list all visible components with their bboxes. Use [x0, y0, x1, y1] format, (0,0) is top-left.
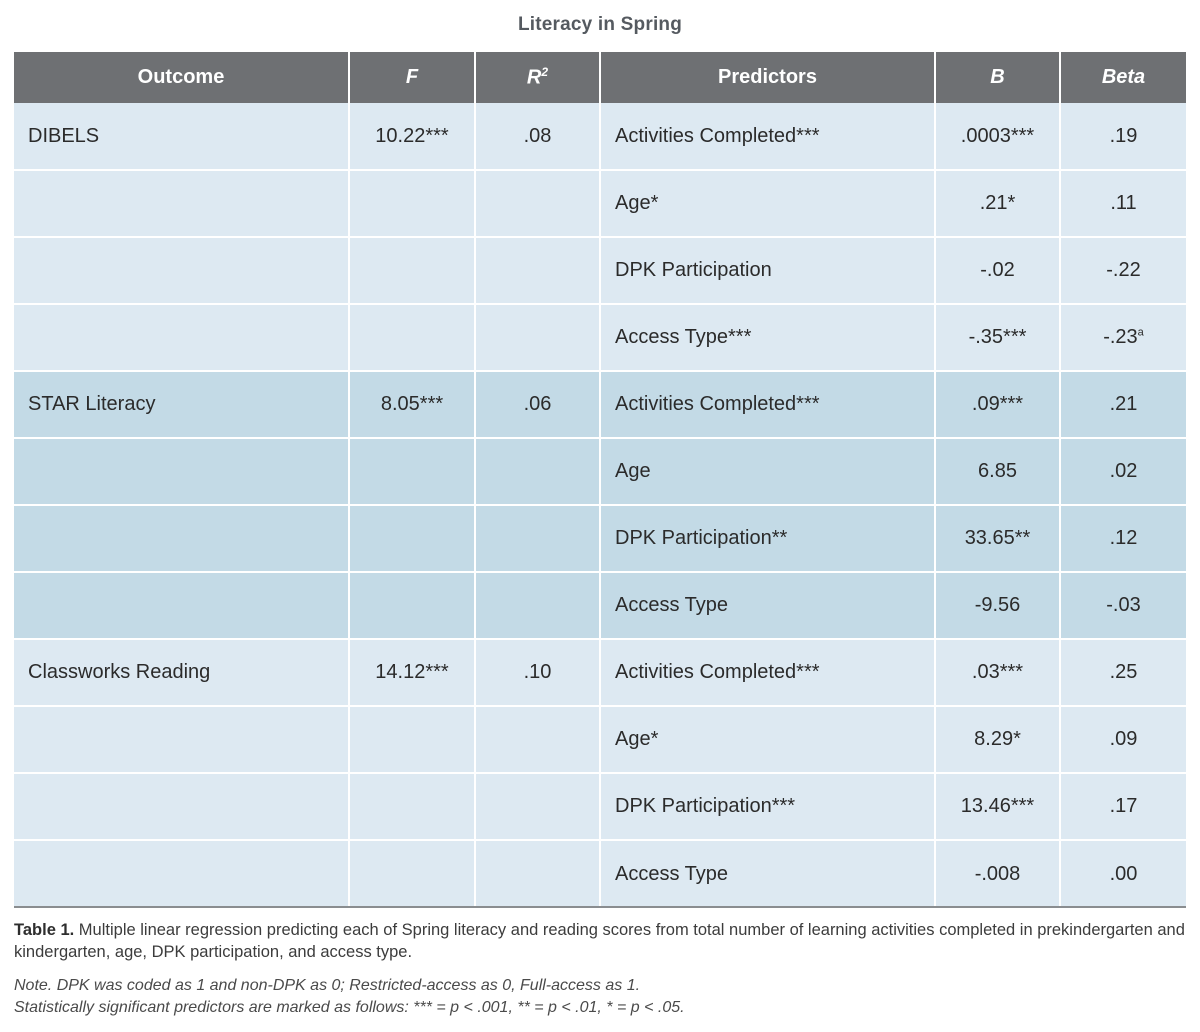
- b-cell: .03***: [935, 639, 1060, 706]
- table-row: [14, 103, 1186, 170]
- header-f: F: [349, 52, 475, 103]
- f-cell: 8.05***: [349, 371, 475, 438]
- r2-cell: [475, 438, 600, 505]
- beta-cell: .00: [1060, 840, 1186, 907]
- predictor-cell: Age*: [600, 706, 935, 773]
- beta-cell: .09: [1060, 706, 1186, 773]
- beta-cell: .19: [1060, 103, 1186, 170]
- b-cell: 8.29*: [935, 706, 1060, 773]
- predictor-cell: DPK Participation***: [600, 773, 935, 840]
- predictor-cell: Age: [600, 438, 935, 505]
- table-row: [14, 639, 1186, 706]
- b-cell: -9.56: [935, 572, 1060, 639]
- table-row: [14, 840, 1186, 907]
- outcome-cell: [14, 706, 349, 773]
- predictor-cell: Activities Completed***: [600, 103, 935, 170]
- b-cell: .0003***: [935, 103, 1060, 170]
- header-outcome: Outcome: [14, 52, 349, 103]
- f-cell: [349, 773, 475, 840]
- header-predictors: Predictors: [600, 52, 935, 103]
- f-cell: [349, 572, 475, 639]
- outcome-cell: [14, 773, 349, 840]
- outcome-cell: [14, 505, 349, 572]
- table-row: [14, 371, 1186, 438]
- r2-cell: [475, 505, 600, 572]
- table-row: [14, 706, 1186, 773]
- caption-text: Multiple linear regression predicting each of Spring literacy and reading scores from total number of learning activities completed in prekindergarten and kindergarten, age, DPK participation, and access type.: [14, 921, 1185, 961]
- predictor-cell: Access Type: [600, 840, 935, 907]
- regression-table: [14, 52, 1186, 907]
- r2-cell: .10: [475, 639, 600, 706]
- f-cell: [349, 170, 475, 237]
- r2-cell: [475, 773, 600, 840]
- outcome-cell: [14, 572, 349, 639]
- table-row: [14, 438, 1186, 505]
- outcome-cell: DIBELS: [14, 103, 349, 170]
- outcome-cell: [14, 170, 349, 237]
- header-r2-label: R: [526, 66, 542, 89]
- beta-cell: -.22: [1060, 237, 1186, 304]
- beta-cell: .17: [1060, 773, 1186, 840]
- b-cell: -.008: [935, 840, 1060, 907]
- f-cell: [349, 237, 475, 304]
- table-bottom-rule: [14, 906, 1186, 908]
- beta-value: -.23: [1103, 326, 1138, 348]
- note-line-2: Statistically significant predictors are marked as follows: *** = p < .001, ** = p < .01, * = p < .05.: [14, 999, 685, 1016]
- r2-cell: [475, 237, 600, 304]
- table-row: [14, 773, 1186, 840]
- r2-cell: [475, 304, 600, 371]
- beta-cell: .11: [1060, 170, 1186, 237]
- header-r2-superscript: 2: [541, 65, 549, 80]
- outcome-cell: Classworks Reading: [14, 639, 349, 706]
- header-beta: Beta: [1060, 52, 1186, 103]
- r2-cell: .08: [475, 103, 600, 170]
- table-note: [14, 975, 1186, 1019]
- note-line-1: Note. DPK was coded as 1 and non-DPK as 0; Restricted-access as 0, Full-access as 1.: [14, 977, 641, 994]
- header-r2: [475, 52, 600, 103]
- b-cell: 33.65**: [935, 505, 1060, 572]
- caption-label: Table 1.: [14, 921, 75, 939]
- predictor-cell: DPK Participation**: [600, 505, 935, 572]
- predictor-cell: Access Type***: [600, 304, 935, 371]
- predictor-cell: Activities Completed***: [600, 371, 935, 438]
- b-cell: .21*: [935, 170, 1060, 237]
- f-cell: 10.22***: [349, 103, 475, 170]
- predictor-cell: Access Type: [600, 572, 935, 639]
- b-cell: -.35***: [935, 304, 1060, 371]
- predictor-cell: Age*: [600, 170, 935, 237]
- b-cell: 6.85: [935, 438, 1060, 505]
- b-cell: 13.46***: [935, 773, 1060, 840]
- table-row: [14, 237, 1186, 304]
- beta-footnote-marker: a: [1137, 326, 1144, 339]
- f-cell: [349, 505, 475, 572]
- table-caption: [14, 919, 1186, 963]
- outcome-cell: [14, 237, 349, 304]
- b-cell: -.02: [935, 237, 1060, 304]
- f-cell: [349, 304, 475, 371]
- beta-cell: .25: [1060, 639, 1186, 706]
- outcome-cell: [14, 304, 349, 371]
- outcome-cell: STAR Literacy: [14, 371, 349, 438]
- table-row: [14, 170, 1186, 237]
- r2-cell: [475, 840, 600, 907]
- header-row: [14, 52, 1186, 103]
- f-cell: [349, 840, 475, 907]
- predictor-cell: Activities Completed***: [600, 639, 935, 706]
- f-cell: [349, 706, 475, 773]
- table-row: [14, 304, 1186, 371]
- header-b: B: [935, 52, 1060, 103]
- predictor-cell: DPK Participation: [600, 237, 935, 304]
- r2-cell: [475, 706, 600, 773]
- table-row: [14, 572, 1186, 639]
- table-title: Literacy in Spring: [517, 14, 683, 35]
- r2-cell: [475, 170, 600, 237]
- f-cell: 14.12***: [349, 639, 475, 706]
- r2-cell: .06: [475, 371, 600, 438]
- beta-cell: .21: [1060, 371, 1186, 438]
- beta-cell: .12: [1060, 505, 1186, 572]
- r2-cell: [475, 572, 600, 639]
- f-cell: [349, 438, 475, 505]
- beta-cell: .02: [1060, 438, 1186, 505]
- beta-cell: -.03: [1060, 572, 1186, 639]
- outcome-cell: [14, 840, 349, 907]
- table-row: [14, 505, 1186, 572]
- outcome-cell: [14, 438, 349, 505]
- b-cell: .09***: [935, 371, 1060, 438]
- beta-cell: [1060, 304, 1186, 371]
